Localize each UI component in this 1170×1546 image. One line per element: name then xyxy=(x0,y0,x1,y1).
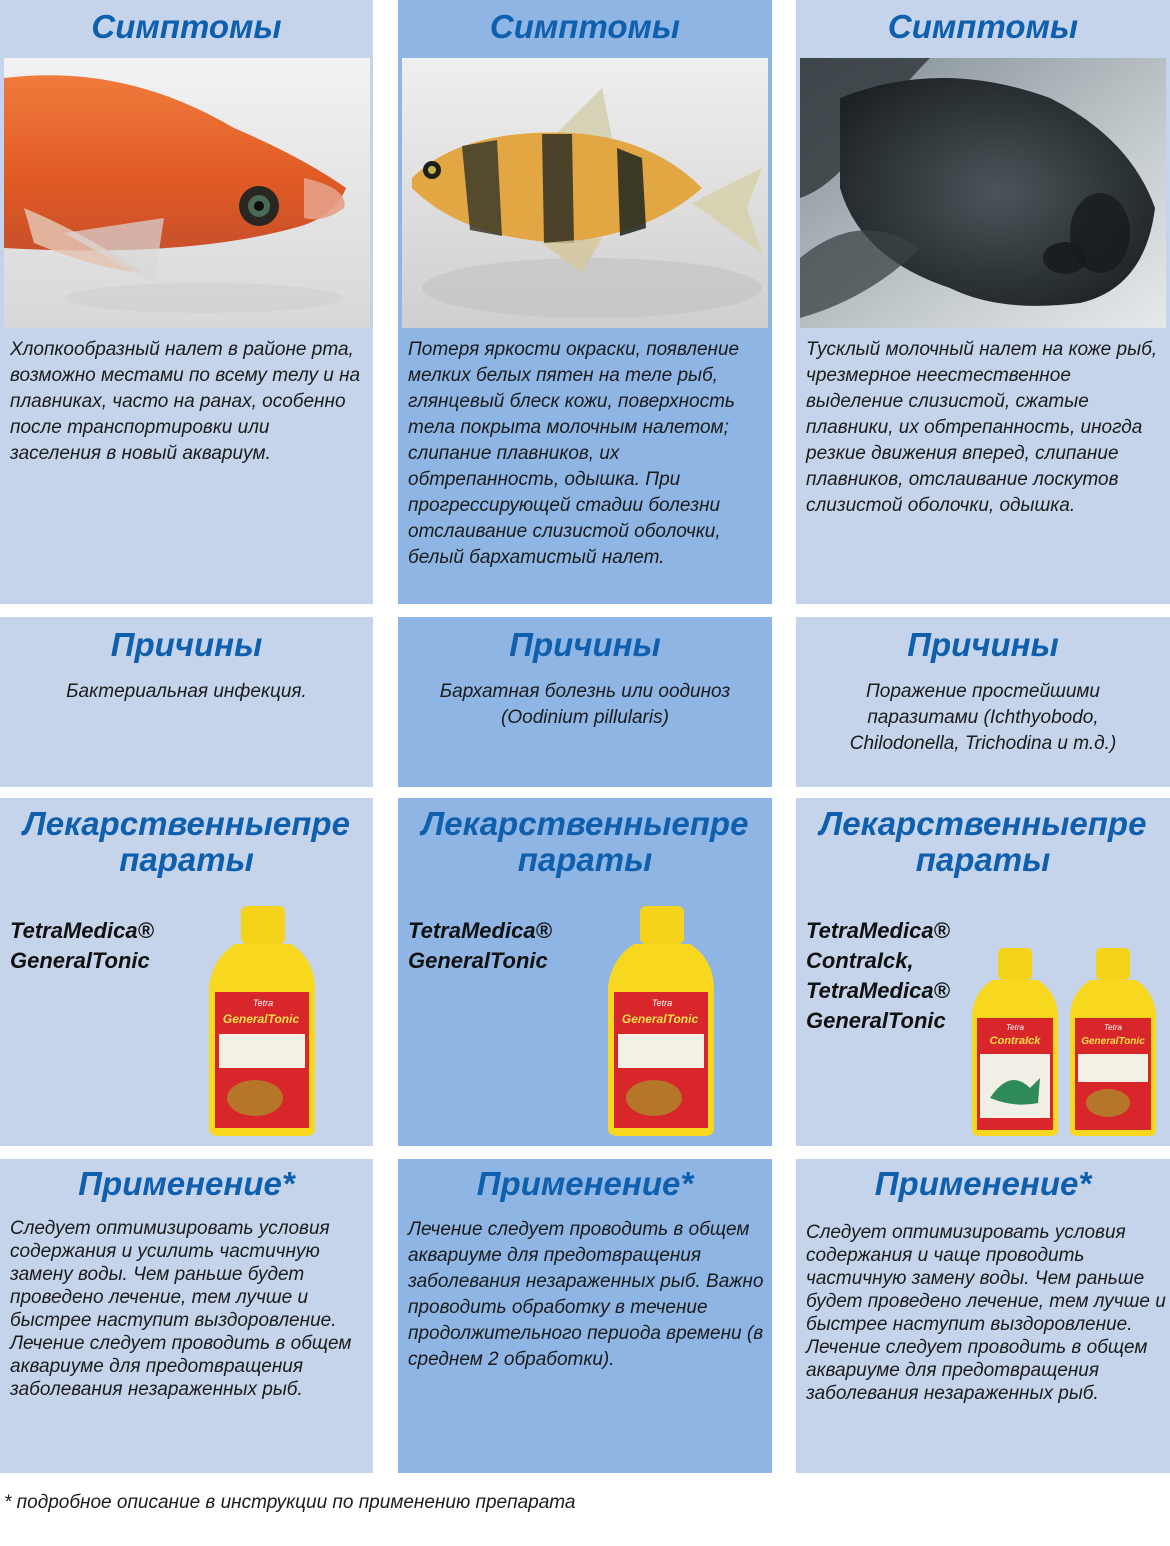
drug-name-line: GeneralTonic xyxy=(408,948,548,973)
bottle-image-generaltonic xyxy=(604,906,719,1138)
bottle-label: ContraIck xyxy=(989,1035,1041,1047)
usage-heading: Применение* xyxy=(78,1165,295,1202)
symptoms-card-2 xyxy=(398,0,772,604)
drug-name-line: TetraMedica® xyxy=(806,978,950,1003)
drug-names xyxy=(806,916,950,1036)
symptoms-heading: Симптомы xyxy=(489,8,681,45)
usage-card-1 xyxy=(0,1159,373,1473)
drug-names xyxy=(408,916,552,976)
causes-text: Бактериальная инфекция. xyxy=(66,681,307,702)
symptoms-card-3 xyxy=(796,0,1170,604)
bottle-image-generaltonic xyxy=(1068,948,1158,1138)
fish-photo-barb xyxy=(402,58,768,328)
symptoms-text: Потеря яркости окраски, появление мелких белых пятен на теле рыб, глянцевый блеск кожи, поверхность тела покрыта молочным налетом; слипание плавников, их обтрепанность, одышка. При прогрессирующей стадии болезни отслаивание слизистой оболочки, белый бархатистый налет. xyxy=(408,339,740,568)
drug-name-line: TetraMedica® xyxy=(408,918,552,943)
usage-card-3 xyxy=(796,1159,1170,1473)
drugs-card-3 xyxy=(796,798,1170,1146)
bottle-brand: Tetra xyxy=(252,998,274,1008)
causes-heading: Причины xyxy=(907,626,1059,663)
drugs-heading: Лекарственныепре параты xyxy=(23,805,350,878)
causes-card-2 xyxy=(398,617,772,787)
drugs-heading: Лекарственныепре параты xyxy=(819,805,1147,878)
drugs-card-1 xyxy=(0,798,373,1146)
causes-text: Поражение простейшими паразитами (Ichthyobodo, Chilodonella, Trichodina и т.д.) xyxy=(849,681,1117,754)
usage-text: Следует оптимизировать условия содержания и чаще проводить частичную замену воды. Чем раньше будет проведено лечение, тем лучше и быстрее наступит выздоровление. Лечение следует проводить в общем аквариуме для предотвращения заболевания незараженных рыб. xyxy=(806,1222,1166,1404)
causes-card-1 xyxy=(0,617,373,787)
symptoms-text: Хлопкообразный налет в районе рта, возможно местами по всему телу и на плавниках, часто на ранах, особенно после транспортировки или заселения в новый аквариум. xyxy=(10,339,361,464)
drugs-heading: Лекарственныепре параты xyxy=(421,805,749,878)
causes-card-3 xyxy=(796,617,1170,787)
fish-photo-red xyxy=(4,58,370,328)
usage-card-2 xyxy=(398,1159,772,1473)
bottle-brand: Tetra xyxy=(1104,1023,1122,1032)
bottle-label: GeneralTonic xyxy=(1081,1036,1145,1047)
fish-photo-goldfish xyxy=(800,58,1166,328)
drug-name-line: TetraMedica® xyxy=(806,918,950,943)
bottle-image-generaltonic xyxy=(205,906,320,1138)
usage-heading: Применение* xyxy=(874,1165,1092,1202)
bottle-brand: Tetra xyxy=(651,998,673,1008)
usage-heading: Применение* xyxy=(476,1165,694,1202)
causes-heading: Причины xyxy=(110,626,263,663)
causes-heading: Причины xyxy=(509,626,661,663)
usage-text: Лечение следует проводить в общем аквариуме для предотвращения заболевания незараженных рыб. Важно проводить обработку в течение продолжительного периода времени (в среднем 2 обработки). xyxy=(408,1219,764,1370)
drug-name-line: GeneralTonic xyxy=(10,948,150,973)
bottle-image-contraick xyxy=(970,948,1060,1138)
drugs-card-2 xyxy=(398,798,772,1146)
bottle-label: GeneralTonic xyxy=(222,1012,300,1026)
bottle-brand: Tetra xyxy=(1006,1023,1024,1032)
usage-text: Следует оптимизировать условия содержания и усилить частичную замену воды. Чем раньше будет проведено лечение, тем лучше и быстрее наступит выздоровление. Лечение следует проводить в общем аквариуме для предотвращения заболевания незараженных рыб. xyxy=(10,1218,352,1400)
drug-names xyxy=(10,916,154,976)
bottle-label: GeneralTonic xyxy=(621,1012,699,1026)
drug-name-line: TetraMedica® xyxy=(10,918,154,943)
footnote: * подробное описание в инструкции по применению препарата xyxy=(4,1492,576,1513)
symptoms-heading: Симптомы xyxy=(887,8,1079,45)
drug-name-line: GeneralTonic xyxy=(806,1008,946,1033)
causes-text: Бархатная болезнь или оодиноз (Oodinium pillularis) xyxy=(439,681,731,728)
symptoms-heading: Симптомы xyxy=(91,8,282,45)
symptoms-text: Тусклый молочный налет на коже рыб, чрезмерное неестественное выделение слизистой, сжатые плавники, их обтрепанность, иногда резкие движения вперед, слипание плавников, отслаивание лоскутов слизистой оболочки, одышка. xyxy=(806,339,1158,516)
drug-name-line: ContraIck, xyxy=(806,948,914,973)
symptoms-card-1 xyxy=(0,0,373,604)
